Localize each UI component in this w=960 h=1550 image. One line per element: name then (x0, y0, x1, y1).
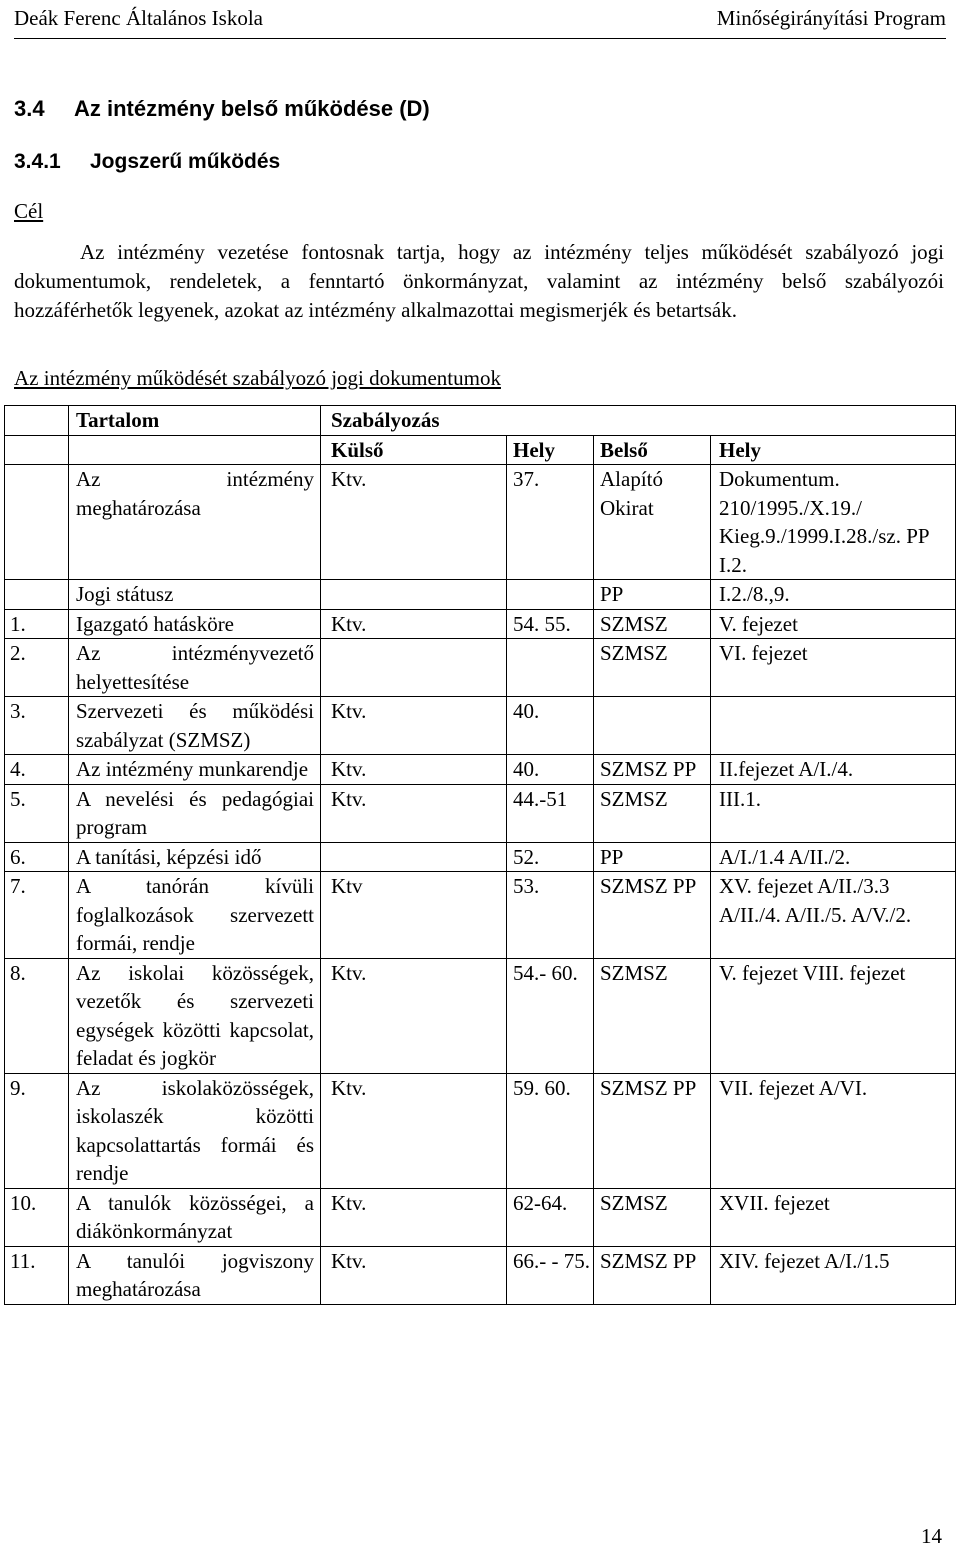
row-number-cell: 5. (5, 784, 69, 842)
row-number-cell: 9. (5, 1073, 69, 1188)
row-place-cell: 66.- - 75. (507, 1246, 594, 1304)
row-place-cell: 53. (507, 872, 594, 959)
row-internal-cell: SZMSZ PP (594, 755, 711, 785)
regulation-table (4, 405, 956, 1305)
subheader-internal-cell: Belső (594, 435, 711, 465)
section-number: 3.4 (14, 96, 45, 121)
row-external-cell: Ktv. (321, 1246, 507, 1304)
row-place-cell: 37. (507, 465, 594, 580)
row-external-cell: Ktv. (321, 1073, 507, 1188)
goal-label: Cél (14, 199, 44, 223)
table-row (5, 639, 956, 697)
table-subheader-row (5, 435, 956, 465)
table-row (5, 1188, 956, 1246)
row-location-cell: VII. fejezet A/VI. (711, 1073, 956, 1188)
row-content-cell: Igazgató hatásköre (69, 609, 321, 639)
table-row (5, 842, 956, 872)
row-number-cell (5, 580, 69, 610)
row-internal-cell: SZMSZ (594, 609, 711, 639)
header-program-name: Minőségirányítási Program (716, 6, 946, 30)
page-number: 14 (921, 1524, 942, 1548)
row-place-cell: 54. 55. (507, 609, 594, 639)
table-row (5, 697, 956, 755)
table-row (5, 1246, 956, 1304)
row-internal-cell (594, 697, 711, 755)
header-school-name: Deák Ferenc Általános Iskola (14, 6, 263, 30)
subheader-external-cell: Külső (321, 435, 507, 465)
header-regulation-cell: Szabályozás (321, 406, 956, 436)
row-number-cell: 11. (5, 1246, 69, 1304)
row-external-cell: Ktv. (321, 755, 507, 785)
row-location-cell: XIV. fejezet A/I./1.5 (711, 1246, 956, 1304)
row-content-cell: A tanórán kívüli foglalkozások szervezett formái, rendje (69, 872, 321, 959)
row-content-cell: A nevelési és pedagógiai program (69, 784, 321, 842)
row-external-cell (321, 842, 507, 872)
row-location-cell: V. fejezet (711, 609, 956, 639)
row-location-cell: XV. fejezet A/II./3.3 A/II./4. A/II./5. A/V./2. (711, 872, 956, 959)
row-content-cell: A tanítási, képzési idő (69, 842, 321, 872)
row-internal-cell: PP (594, 842, 711, 872)
row-external-cell (321, 639, 507, 697)
row-location-cell: XVII. fejezet (711, 1188, 956, 1246)
row-external-cell: Ktv. (321, 609, 507, 639)
row-external-cell: Ktv. (321, 465, 507, 580)
row-external-cell: Ktv. (321, 1188, 507, 1246)
table-row (5, 958, 956, 1073)
row-external-cell: Ktv (321, 872, 507, 959)
header-content-cell: Tartalom (69, 406, 321, 436)
row-external-cell: Ktv. (321, 697, 507, 755)
row-internal-cell: SZMSZ (594, 639, 711, 697)
row-number-cell: 8. (5, 958, 69, 1073)
table-title: Az intézmény működését szabályozó jogi dokumentumok (14, 366, 501, 390)
row-internal-cell: SZMSZ (594, 958, 711, 1073)
row-content-cell: Az iskolaközösségek, iskolaszék közötti kapcsolattartás formái és rendje (69, 1073, 321, 1188)
row-number-cell: 10. (5, 1188, 69, 1246)
subsection-number: 3.4.1 (14, 150, 61, 173)
row-internal-cell: SZMSZ (594, 1188, 711, 1246)
subsection-heading (14, 150, 280, 174)
row-location-cell: V. fejezet VIII. fejezet (711, 958, 956, 1073)
row-location-cell (711, 697, 956, 755)
row-location-cell: I.2./8.,9. (711, 580, 956, 610)
row-number-cell: 6. (5, 842, 69, 872)
row-content-cell: A tanulók közösségei, a diákönkormányzat (69, 1188, 321, 1246)
row-content-cell: Az intézmény munkarendje (69, 755, 321, 785)
subheader-location-cell: Hely (711, 435, 956, 465)
row-content-cell: Az intézményvezető helyettesítése (69, 639, 321, 697)
row-internal-cell: Alapító Okirat (594, 465, 711, 580)
row-external-cell (321, 580, 507, 610)
row-number-cell (5, 465, 69, 580)
table-header-row (5, 406, 956, 436)
subheader-spacer-cell (5, 435, 69, 465)
row-place-cell: 40. (507, 697, 594, 755)
row-location-cell: Dokumentum. 210/1995./X.19./ Kieg.9./1999.I.28./sz. PP I.2. (711, 465, 956, 580)
row-content-cell: Az intézmény meghatározása (69, 465, 321, 580)
page-header (14, 4, 946, 39)
row-location-cell: II.fejezet A/I./4. (711, 755, 956, 785)
row-content-cell: A tanulói jogviszony meghatározása (69, 1246, 321, 1304)
row-place-cell: 62-64. (507, 1188, 594, 1246)
row-internal-cell: SZMSZ PP (594, 872, 711, 959)
table-row (5, 872, 956, 959)
row-place-cell (507, 580, 594, 610)
row-place-cell: 54.- 60. (507, 958, 594, 1073)
row-content-cell: Az iskolai közösségek, vezetők és szervezeti egységek közötti kapcsolat, feladat és jogkör (69, 958, 321, 1073)
table-row (5, 784, 956, 842)
table-row (5, 1073, 956, 1188)
subheader-spacer-cell (69, 435, 321, 465)
section-heading (14, 96, 430, 122)
row-place-cell: 59. 60. (507, 1073, 594, 1188)
row-number-cell: 2. (5, 639, 69, 697)
row-number-cell: 4. (5, 755, 69, 785)
row-place-cell (507, 639, 594, 697)
table-row (5, 465, 956, 580)
subheader-place-cell: Hely (507, 435, 594, 465)
row-place-cell: 40. (507, 755, 594, 785)
table-row (5, 580, 956, 610)
row-location-cell: A/I./1.4 A/II./2. (711, 842, 956, 872)
row-location-cell: III.1. (711, 784, 956, 842)
goal-paragraph: Az intézmény vezetése fontosnak tartja, hogy az intézmény teljes működését szabályozó jogi dokumentumok, rendeletek, a fenntartó önkormányzat, valamint az intézmény belső szabályozói hozzáférhetők legyenek, azokat az intézmény alkalmazottai megismerjék és betartsák. (14, 240, 944, 322)
row-location-cell: VI. fejezet (711, 639, 956, 697)
row-number-cell: 7. (5, 872, 69, 959)
table-row (5, 609, 956, 639)
row-content-cell: Szervezeti és működési szabályzat (SZMSZ) (69, 697, 321, 755)
row-number-cell: 1. (5, 609, 69, 639)
row-place-cell: 52. (507, 842, 594, 872)
row-internal-cell: SZMSZ PP (594, 1246, 711, 1304)
header-spacer-cell (5, 406, 69, 436)
section-title: Az intézmény belső működése (D) (74, 96, 430, 121)
row-external-cell: Ktv. (321, 958, 507, 1073)
subsection-title: Jogszerű működés (90, 150, 281, 173)
row-internal-cell: PP (594, 580, 711, 610)
row-number-cell: 3. (5, 697, 69, 755)
row-place-cell: 44.-51 (507, 784, 594, 842)
row-internal-cell: SZMSZ PP (594, 1073, 711, 1188)
row-content-cell: Jogi státusz (69, 580, 321, 610)
row-external-cell: Ktv. (321, 784, 507, 842)
table-row (5, 755, 956, 785)
row-internal-cell: SZMSZ (594, 784, 711, 842)
